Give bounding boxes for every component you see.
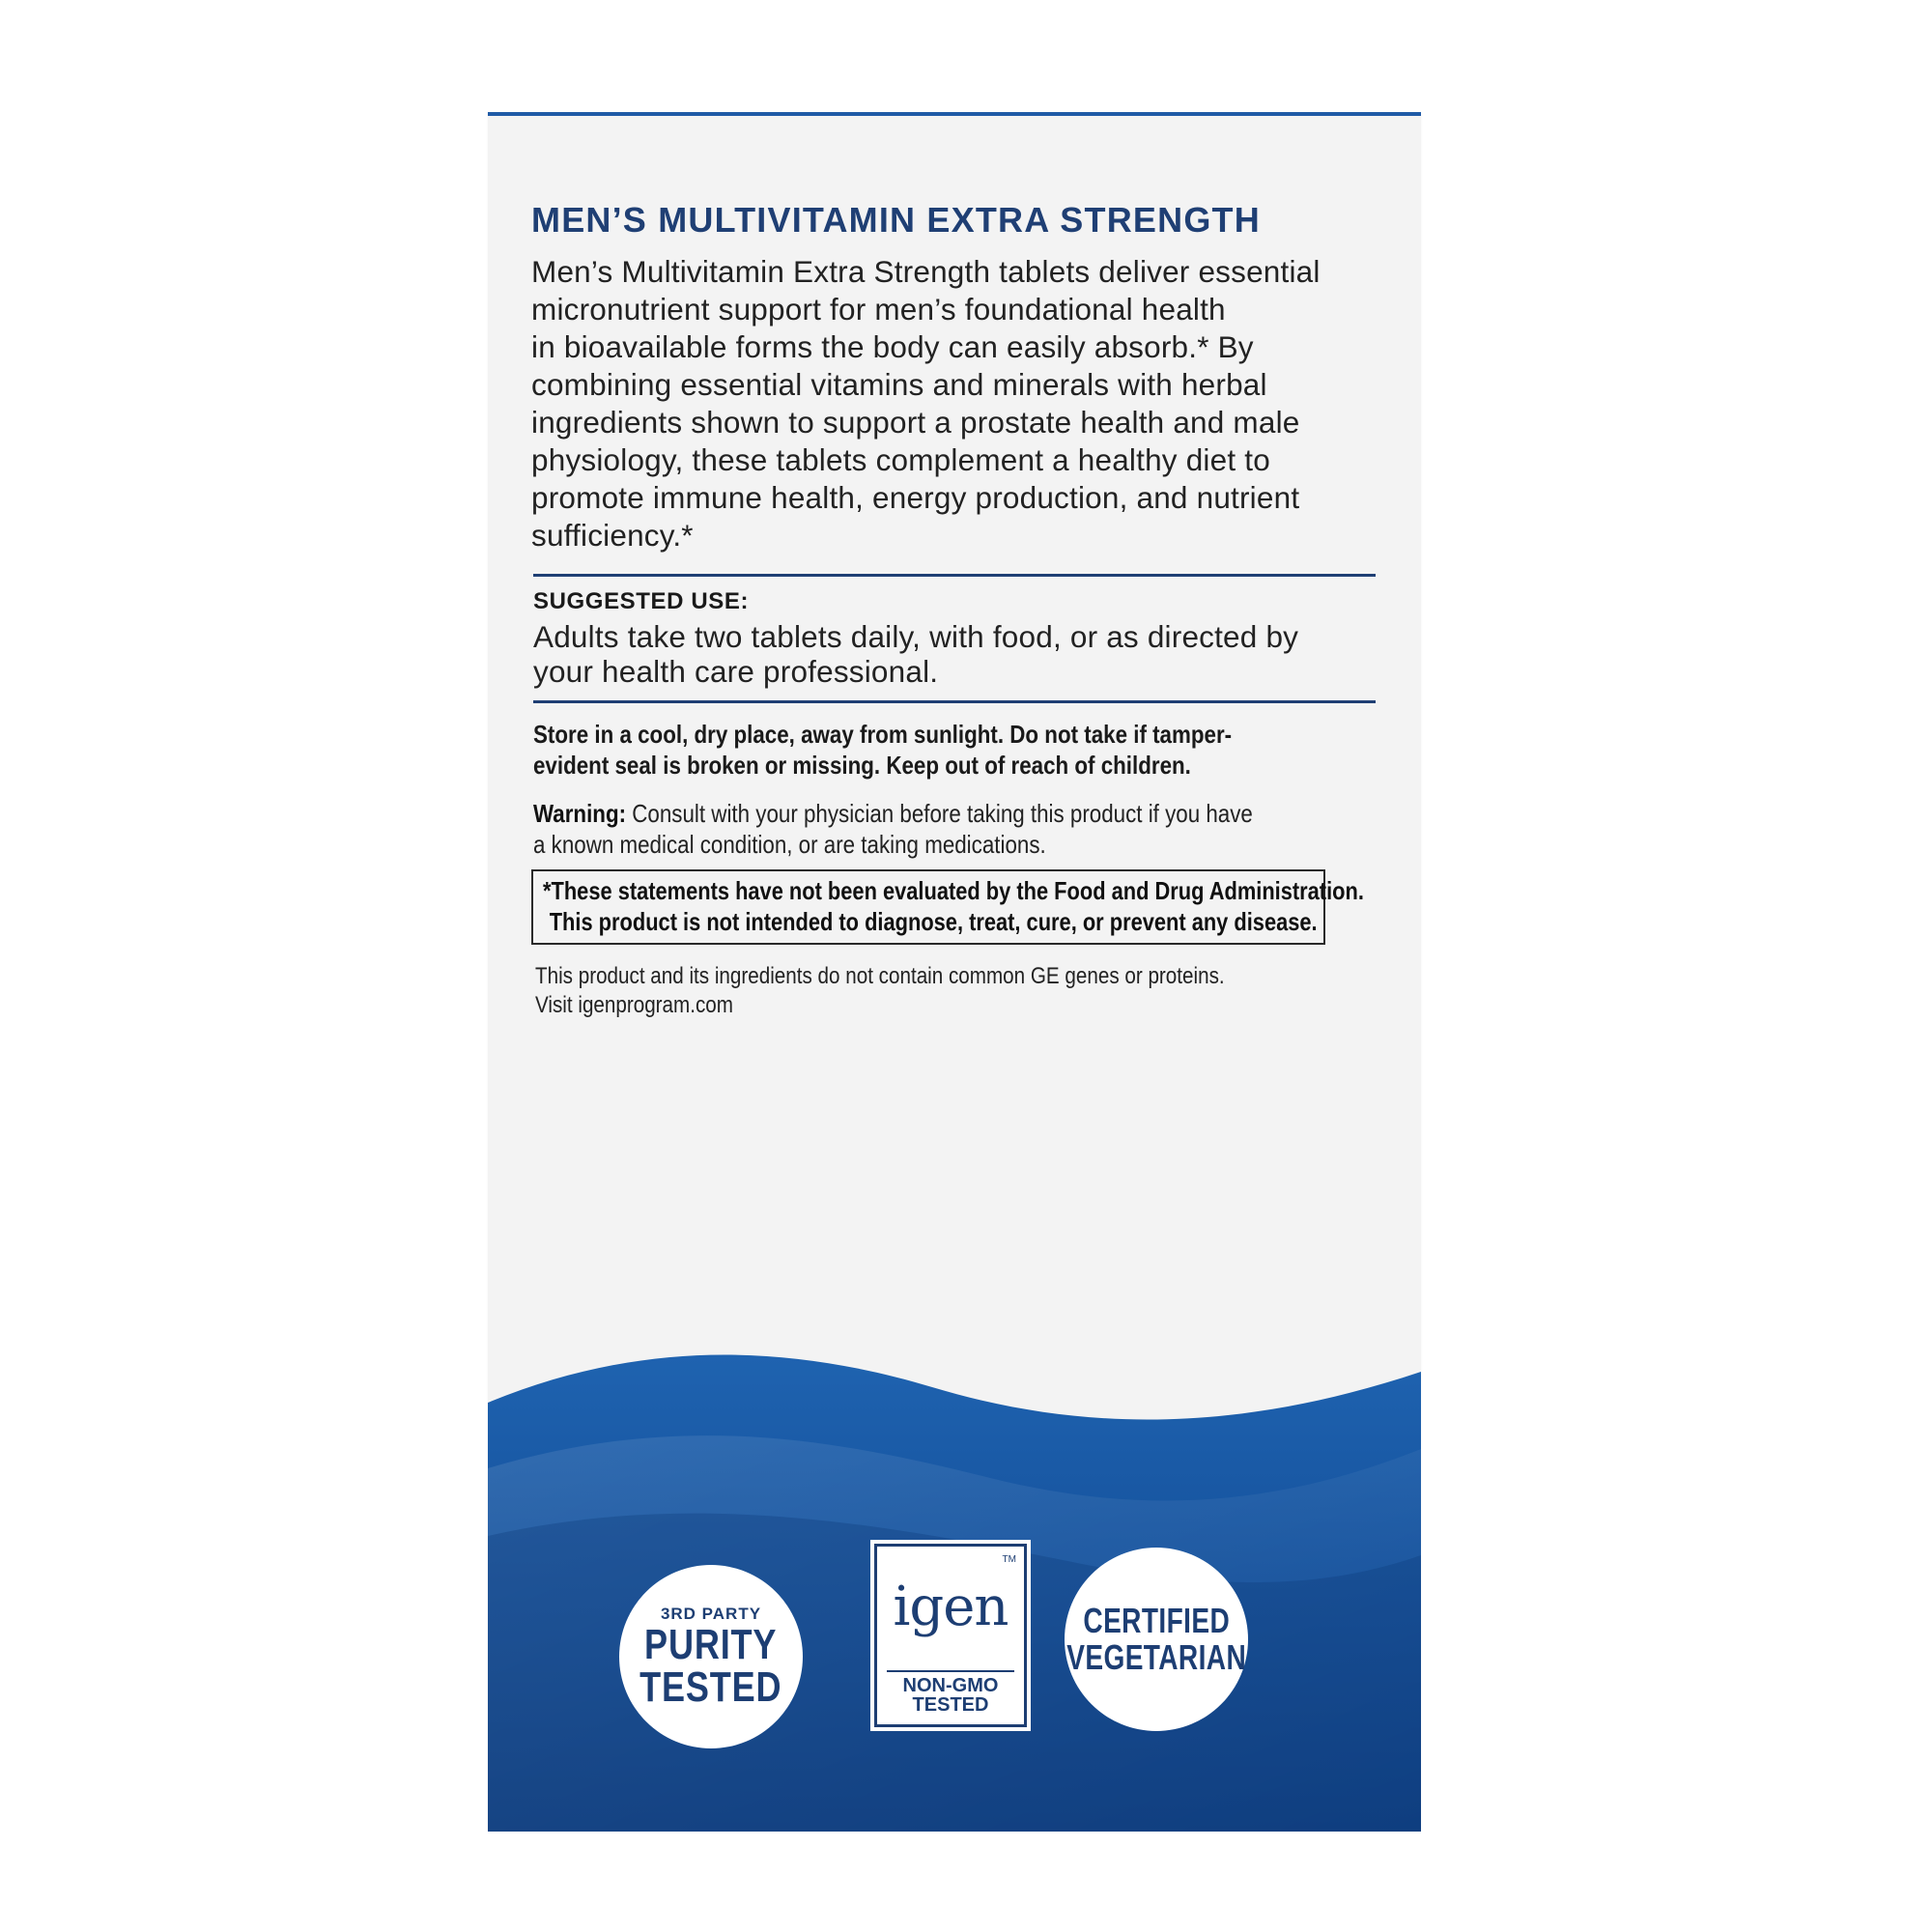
purity-tested-badge [619, 1565, 803, 1748]
igen-label [887, 1670, 1014, 1715]
description-line: physiology, these tablets complement a healthy diet to [531, 442, 1270, 477]
storage-line: Store in a cool, dry place, away from sunlight. Do not take if tamper- [533, 720, 1233, 749]
product-box-back-panel [488, 112, 1421, 1832]
description-line: promote immune health, energy production, and nutrient [531, 480, 1300, 515]
certified-vegetarian-badge [1065, 1548, 1248, 1731]
description-line: micronutrient support for men’s foundational health [531, 292, 1226, 327]
igen-label-line: NON-GMO [902, 1675, 999, 1696]
igen-label-line: TESTED [912, 1694, 989, 1716]
description-line: Men’s Multivitamin Extra Strength tablets deliver essential [531, 254, 1321, 289]
ge-note [535, 962, 1382, 1020]
divider [533, 574, 1376, 577]
ge-note-line: This product and its ingredients do not contain common GE genes or proteins. [535, 963, 1225, 989]
igen-non-gmo-badge [870, 1540, 1031, 1731]
warning-text [533, 798, 1397, 860]
storage-line: evident seal is broken or missing. Keep out of reach of children. [533, 751, 1191, 780]
suggested-use-line: Adults take two tablets daily, with food, or as directed by [533, 619, 1299, 654]
badge-line: CERTIFIED [1083, 1601, 1230, 1640]
ge-note-link: Visit igenprogram.com [535, 992, 733, 1018]
product-description [531, 253, 1381, 554]
badge-line: TESTED [639, 1663, 782, 1711]
badge-line: PURITY [644, 1621, 778, 1668]
storage-instructions [533, 719, 1380, 781]
label-content [531, 199, 1381, 1020]
badge-line: VEGETARIAN [1066, 1637, 1246, 1677]
warning-line: a known medical condition, or are taking medications. [533, 830, 1046, 859]
igen-frame [874, 1544, 1027, 1727]
badge-small-text: 3RD PARTY [660, 1605, 762, 1623]
description-line: sufficiency.* [531, 518, 694, 553]
fda-disclaimer-box [531, 869, 1364, 945]
divider [533, 700, 1376, 703]
product-title: MEN’S MULTIVITAMIN EXTRA STRENGTH [531, 200, 1261, 240]
suggested-use-line: your health care professional. [533, 654, 939, 689]
suggested-use-text [533, 619, 1381, 689]
fda-disclaimer-line: *These statements have not been evaluated by the Food and Drug Administration. [543, 876, 1364, 905]
description-line: combining essential vitamins and minerals with herbal [531, 367, 1267, 402]
description-line: ingredients shown to support a prostate health and male [531, 405, 1300, 440]
description-line: in bioavailable forms the body can easily absorb.* By [531, 329, 1254, 364]
trademark-mark: TM [1002, 1554, 1016, 1565]
fda-disclaimer-line: This product is not intended to diagnose, treat, cure, or prevent any disease. [549, 907, 1318, 936]
warning-line: Consult with your physician before taking this product if you have [626, 799, 1253, 828]
warning-label: Warning: [533, 799, 627, 828]
igen-logo-text: igen [893, 1576, 1009, 1638]
suggested-use-heading: SUGGESTED USE: [533, 588, 750, 614]
